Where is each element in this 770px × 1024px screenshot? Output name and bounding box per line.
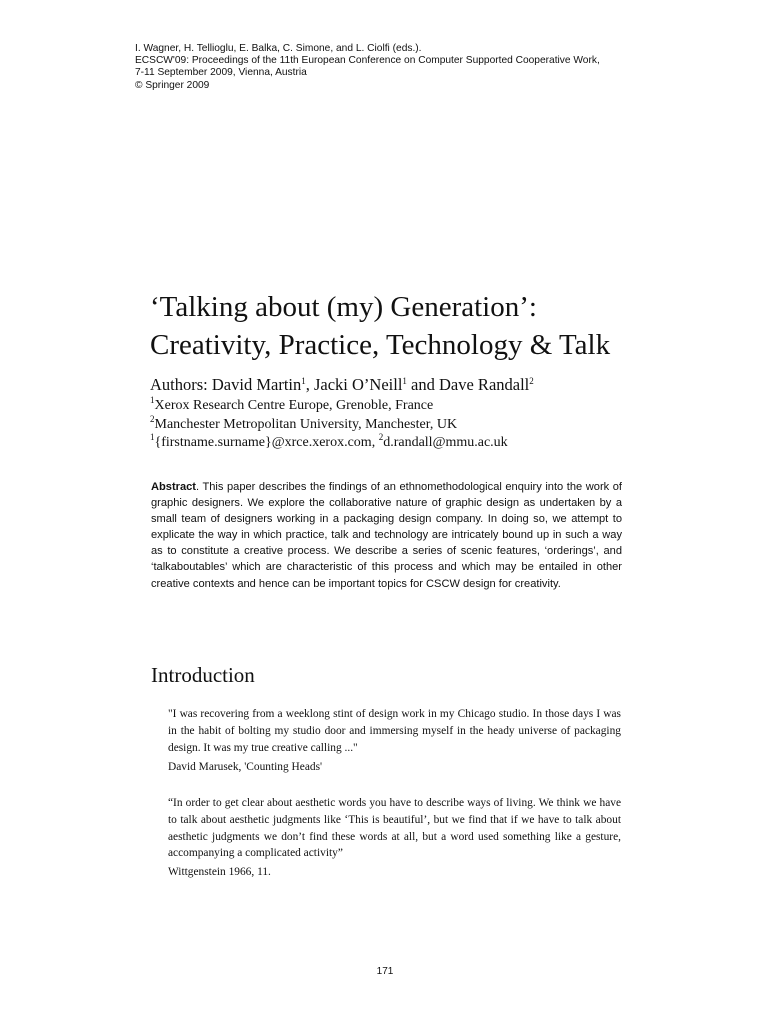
header-editors: I. Wagner, H. Tellioglu, E. Balka, C. Simone, and L. Ciolfi (eds.). xyxy=(135,43,422,54)
author-1-affil-mark: 1 xyxy=(301,376,306,386)
author-3: and Dave Randall xyxy=(406,375,530,394)
author-2: , Jacki O’Neill xyxy=(305,375,403,394)
email-1: {firstname.surname}@xrce.xerox.com, xyxy=(154,435,379,450)
author-emails xyxy=(150,434,670,452)
author-line xyxy=(150,375,670,395)
affiliation-2-mark: 2 xyxy=(150,414,155,424)
affiliation-2 xyxy=(150,416,670,434)
abstract-label: Abstract xyxy=(151,481,197,493)
epigraph-attribution-2: Wittgenstein 1966, 11. xyxy=(168,866,271,878)
publication-header xyxy=(135,43,735,92)
affiliation-1-text: Xerox Research Centre Europe, Grenoble, France xyxy=(154,398,434,413)
page-number: 171 xyxy=(376,966,394,977)
abstract-text: . This paper describes the findings of an ethnomethodological enquiry into the work of graphic designers. We explore the collaborative nature of graphic design as undertaken by a small team of designers working in a packaging design company. In doing so, we attempt to explicate the way in which practice, talk and technology are intricately bound up in such a way as to constitute a creative process. We describe a series of scenic features, ‘orderings’, and ‘talkaboutables’ which are characteristic of this process and which may be entailed in other creative contexts and hence can be important topics for CSCW design for creativity. xyxy=(151,481,622,590)
email-2-mark: 2 xyxy=(378,432,384,442)
abstract xyxy=(151,479,622,592)
affiliation-1-mark: 1 xyxy=(150,395,155,405)
epigraph-attribution-1: David Marusek, 'Counting Heads' xyxy=(168,761,323,773)
email-2: d.randall@mmu.ac.uk xyxy=(383,435,508,450)
email-1-mark: 1 xyxy=(150,432,155,442)
epigraph-quote-2: “In order to get clear about aesthetic words you have to describe ways of living. We think we have to talk about aesthetic judgments like ‘This is beautiful’, but we find that if we have to talk about aesthetic judgments we don’t find these words at all, but a word used something like a gesture, accompanying a complicated activity” xyxy=(168,797,621,860)
affiliation-1 xyxy=(150,397,670,415)
section-heading-introduction: Introduction xyxy=(151,663,255,687)
paper-title xyxy=(150,288,750,364)
epigraph-quote-1: "I was recovering from a weeklong stint of design work in my Chicago studio. In those days I was in the habit of bolting my studio door and immersing myself in the heady universe of packaging design. It was my true creative calling ..." xyxy=(168,708,621,754)
author-2-affil-mark: 1 xyxy=(402,376,407,386)
affiliation-2-text: Manchester Metropolitan University, Manchester, UK xyxy=(154,417,458,432)
title-line-1: ‘Talking about (my) Generation’: xyxy=(150,291,537,323)
header-date-location: 7-11 September 2009, Vienna, Austria xyxy=(135,67,307,79)
author-3-affil-mark: 2 xyxy=(529,376,534,386)
author-1: Authors: David Martin xyxy=(150,375,302,394)
header-conference: ECSCW'09: Proceedings of the 11th European Conference on Computer Supported Cooperative Work, xyxy=(135,55,600,67)
header-copyright: © Springer 2009 xyxy=(135,79,210,91)
title-line-2: Creativity, Practice, Technology & Talk xyxy=(150,329,611,361)
